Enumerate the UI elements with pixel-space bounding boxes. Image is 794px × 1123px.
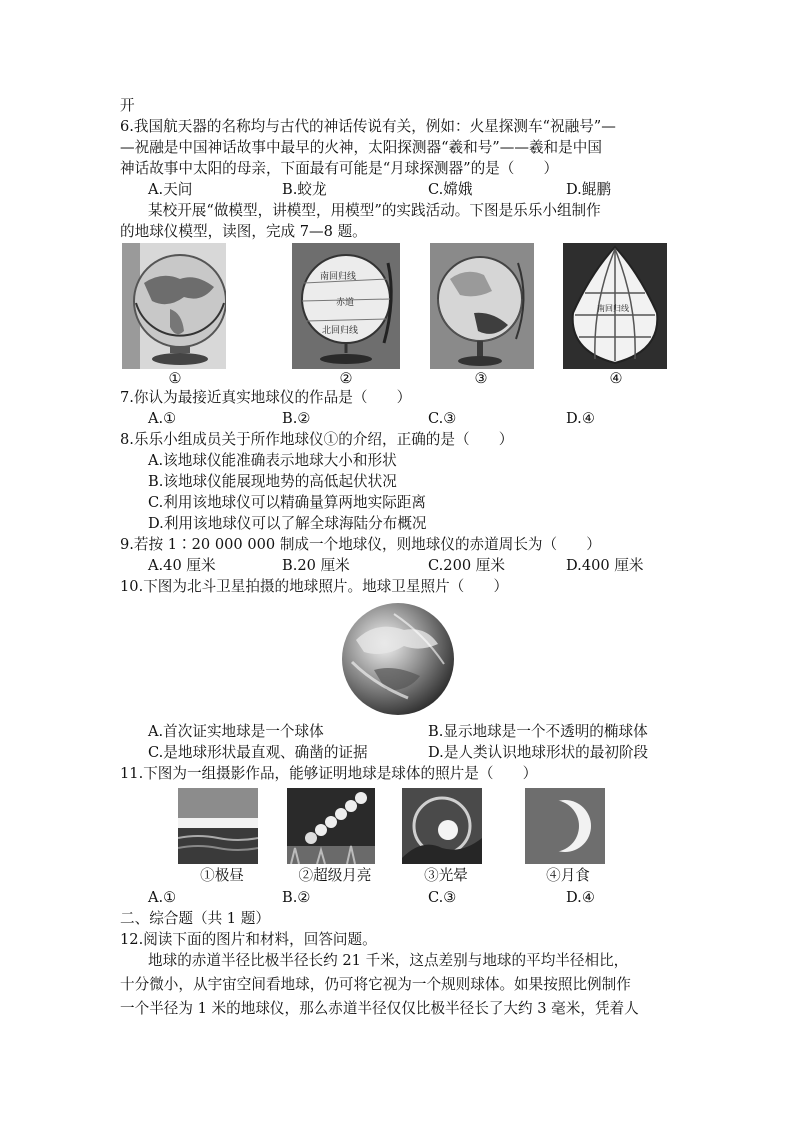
globe-1-image [122,243,226,369]
q6-option-d: D.鲲鹏 [566,181,612,198]
q7-option-c: C.③ [428,410,457,427]
earth-image [334,600,462,718]
halo-image [402,788,482,864]
q11-option-d: D.④ [566,889,595,906]
q7-stem: 7.你认为最接近真实地球仪的作品是（ ） [120,389,412,406]
globe-caption-2: ② [339,370,353,387]
q10-stem: 10.下图为北斗卫星拍摄的地球照片。地球卫星照片（ ） [120,578,509,595]
photo-lunar-eclipse [525,788,605,864]
globe-photo-3 [430,243,534,369]
globe-2-image [292,243,400,369]
q12-stem: 12.阅读下面的图片和材料，回答问题。 [120,931,377,948]
globe-caption-1: ① [168,370,182,387]
section-2-heading: 二、综合题（共 1 题） [120,910,270,927]
q6-stem-line1: 6.我国航天器的名称均与古代的神话传说有关，例如：火星探测车“祝融号”— [120,118,616,135]
photo-caption-2: ②超级月亮 [298,867,372,884]
q9-option-c: C.200 厘米 [428,557,505,574]
q6-stem-line2: —祝融是中国神话故事中最早的火神，太阳探测器“羲和号”——羲和是中国 [120,139,602,156]
globe-photo-4 [563,243,667,369]
photo-super-moon [287,788,375,864]
q11-stem: 11.下图为一组摄影作品，能够证明地球是球体的照片是（ ） [120,765,538,782]
globe-photo-1 [122,243,226,369]
photo-caption-1: ①极昼 [200,867,244,884]
globe-2-label-tropic-capricorn: 南回归线 [320,272,357,282]
q10-option-a: A.首次证实地球是一个球体 [148,723,324,740]
intro-line1: 某校开展“做模型，讲模型，用模型”的实践活动。下图是乐乐小组制作 [148,202,601,219]
q10-option-d: D.是人类认识地球形状的最初阶段 [428,744,649,761]
q6-option-c: C.嫦娥 [428,181,473,198]
q12-material-line3: 一个半径为 1 米的地球仪，那么赤道半径仅仅比极半径长了大约 3 毫米，凭着人 [120,1000,639,1017]
q10-option-c: C.是地球形状最直观、确凿的证据 [148,744,368,761]
globe-caption-3: ③ [474,370,488,387]
photo-caption-4: ④月食 [546,867,590,884]
q11-option-a: A.① [148,889,177,906]
globe-4-image [563,243,667,369]
q12-material-line1: 地球的赤道半径比极半径长约 21 千米，这点差别与地球的平均半径相比， [148,952,629,969]
q6-stem-line3: 神话故事中太阳的母亲，下面最有可能是“月球探测器”的是（ ） [120,160,559,177]
q8-option-b: B.该地球仪能展现地势的高低起伏状况 [148,473,397,490]
line-continuation: 开 [120,97,135,114]
q9-option-b: B.20 厘米 [282,557,350,574]
q8-option-d: D.利用该地球仪可以了解全球海陆分布概况 [148,515,427,532]
globe-3-image [430,243,534,369]
globe-photo-2 [292,243,400,369]
globe-2-label-equator: 赤道 [336,298,355,308]
q8-stem: 8.乐乐小组成员关于所作地球仪①的介绍，正确的是（ ） [120,431,514,448]
super-moon-image [287,788,375,864]
photo-halo [402,788,482,864]
q6-option-b: B.蛟龙 [282,181,327,198]
earth-satellite-photo [334,600,462,718]
q9-stem: 9.若按 1∶20 000 000 制成一个地球仪，则地球仪的赤道周长为（ ） [120,536,601,553]
q8-option-a: A.该地球仪能准确表示地球大小和形状 [148,452,397,469]
globe-caption-4: ④ [609,370,623,387]
lunar-eclipse-image [525,788,605,864]
q9-option-a: A.40 厘米 [148,557,216,574]
intro-line2: 的地球仪模型，读图，完成 7—8 题。 [120,223,367,240]
q12-material-line2: 十分微小，从宇宙空间看地球，仍可将它视为一个规则球体。如果按照比例制作 [120,976,631,993]
q11-option-b: B.② [282,889,311,906]
q6-option-a: A.天问 [148,181,193,198]
q10-option-b: B.显示地球是一个不透明的椭球体 [428,723,648,740]
q11-option-c: C.③ [428,889,457,906]
globe-4-label: 南回归线 [597,304,629,313]
globe-2-label-tropic-cancer: 北回归线 [322,326,359,336]
q9-option-d: D.400 厘米 [566,557,644,574]
q7-option-a: A.① [148,410,177,427]
q7-option-b: B.② [282,410,311,427]
photo-caption-3: ③光晕 [424,867,468,884]
q7-option-d: D.④ [566,410,595,427]
photo-polar-day [178,788,258,864]
polar-day-image [178,788,258,864]
q8-option-c: C.利用该地球仪可以精确量算两地实际距离 [148,494,426,511]
